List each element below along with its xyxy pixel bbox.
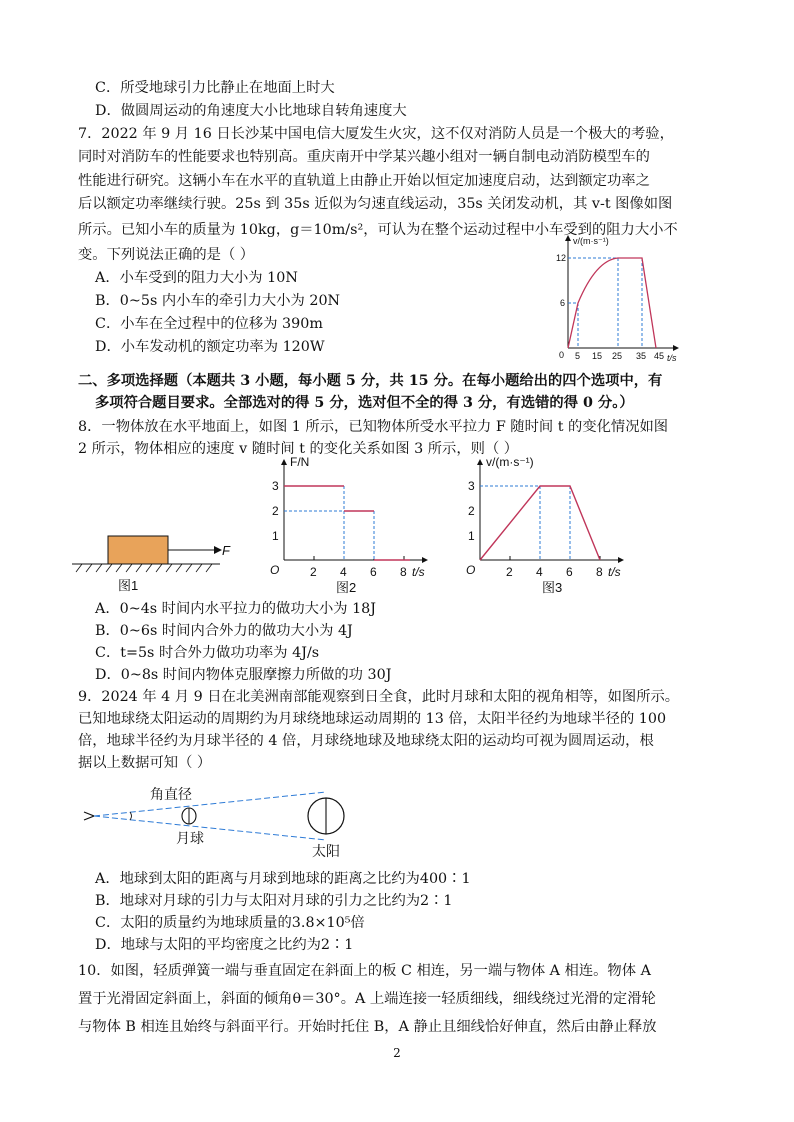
x-tick: 15 bbox=[592, 351, 603, 361]
x-tick: 2 bbox=[310, 565, 317, 579]
x-tick: 4 bbox=[536, 565, 543, 579]
y-tick: 3 bbox=[272, 479, 279, 493]
q9-stem-3: 倍，地球半径约为月球半径的 4 倍，月球绕地球及地球绕太阳的运动均可视为圆周运动，根 bbox=[78, 733, 654, 749]
x-tick: 4 bbox=[340, 565, 347, 579]
q8-stem-2: 2 所示，物体相应的速度 v 随时间 t 的变化关系如图 3 所示，则（ ） bbox=[78, 441, 519, 457]
x-label: t/s bbox=[667, 353, 677, 363]
section2-header-2: 多项符合题目要求。全部选对的得 5 分，选对但不全的得 3 分，有选错的得 0 分。） bbox=[95, 395, 634, 411]
caption: 图2 bbox=[336, 580, 357, 595]
x-tick: 35 bbox=[636, 351, 647, 361]
q8-stem-1: 8．一物体放在水平地面上，如图 1 所示，已知物体所受水平拉力 F 随时间 t 的变化情况如图 bbox=[78, 419, 669, 435]
angle-label: 角直径 bbox=[150, 786, 192, 802]
caption: 图1 bbox=[118, 578, 139, 593]
origin: O bbox=[466, 563, 476, 577]
y-label: v/(m·s⁻¹) bbox=[573, 236, 609, 246]
q8-figure-1 bbox=[70, 528, 250, 598]
q9-stem-2: 已知地球绕太阳运动的周期约为月球绕地球运动周期的 13 倍，太阳半径约为地球半径的 100 bbox=[78, 711, 667, 727]
force-label: F bbox=[222, 543, 230, 558]
q7-option-a: A．小车受到的阻力大小为 10N bbox=[95, 270, 298, 286]
y-tick: 3 bbox=[468, 479, 475, 493]
q8-figure-2-F-t bbox=[262, 452, 442, 596]
q7-option-d: D．小车发动机的额定功率为 120W bbox=[95, 339, 325, 355]
q7-option-c: C．小车在全过程中的位移为 390m bbox=[95, 316, 323, 332]
section2-header-1: 二、多项选择题（本题共 3 小题，每小题 5 分，共 15 分。在每小题给出的四个选项中，有 bbox=[78, 373, 663, 389]
page-number: 2 bbox=[393, 1046, 401, 1060]
q8-option-c: C．t=5s 时合外力做功功率为 4J/s bbox=[95, 645, 320, 661]
x-tick: 6 bbox=[566, 565, 573, 579]
y-tick: 12 bbox=[556, 253, 567, 263]
y-tick: 1 bbox=[468, 529, 475, 543]
x-tick: 45 bbox=[654, 351, 665, 361]
q7-stem-6: 变。下列说法正确的是（ ） bbox=[78, 247, 255, 263]
y-tick: 6 bbox=[560, 298, 566, 308]
y-label: F/N bbox=[290, 455, 310, 469]
q9-option-d: D．地球与太阳的平均密度之比约为2∶1 bbox=[95, 937, 354, 953]
q8-option-d: D．0~8s 时间内物体克服摩擦力所做的功 30J bbox=[95, 667, 392, 683]
q10-stem-2: 置于光滑固定斜面上，斜面的倾角θ＝30°。A 上端连接一轻质细线，细线绕过光滑的定滑轮 bbox=[78, 991, 656, 1007]
caption: 图3 bbox=[542, 580, 563, 595]
vt-curve bbox=[568, 258, 656, 348]
x-tick: 25 bbox=[612, 351, 623, 361]
q9-option-a: A．地球到太阳的距离与月球到地球的距离之比约为400∶1 bbox=[95, 871, 471, 887]
x-tick: 2 bbox=[506, 565, 513, 579]
y-label: v/(m·s⁻¹) bbox=[486, 455, 534, 469]
q9-stem-1: 9．2024 年 4 月 9 日在北美洲南部能观察到日全食，此时月球和太阳的视角相等，如图所示。 bbox=[78, 689, 680, 705]
q7-stem-3: 性能进行研究。这辆小车在水平的直轨道上由静止开始以恒定加速度启动，达到额定功率之 bbox=[78, 173, 650, 189]
q8-option-b: B．0~6s 时间内合外力的做功大小为 4J bbox=[95, 623, 353, 639]
q9-option-c: C．太阳的质量约为地球质量的3.8×10⁵倍 bbox=[95, 915, 365, 931]
q10-stem-3: 与物体 B 相连且始终与斜面平行。开始时托住 B，A 静止且细线恰好伸直，然后由静止释放 bbox=[78, 1019, 657, 1035]
y-tick: 2 bbox=[272, 504, 279, 518]
q9-stem-4: 据以上数据可知（ ） bbox=[78, 755, 212, 771]
origin: 0 bbox=[559, 350, 565, 360]
x-tick: 8 bbox=[596, 565, 603, 579]
x-tick: 6 bbox=[370, 565, 377, 579]
q6-option-d: D．做圆周运动的角速度大小比地球自转角速度大 bbox=[95, 103, 407, 119]
q10-stem-1: 10．如图，轻质弹簧一端与垂直固定在斜面上的板 C 相连，另一端与物体 A 相连。物体 A bbox=[78, 963, 651, 979]
q7-stem-2: 同时对消防车的性能要求也特别高。重庆南开中学某兴趣小组对一辆自制电动消防模型车的 bbox=[78, 149, 650, 165]
moon-label: 月球 bbox=[176, 830, 204, 846]
q7-stem-1: 7．2022 年 9 月 16 日长沙某中国电信大厦发生火灾，这不仅对消防人员是一个极大的考验， bbox=[78, 126, 674, 142]
q7-option-b: B．0~5s 内小车的牵引力大小为 20N bbox=[95, 293, 341, 309]
eye-icon bbox=[84, 812, 94, 820]
q9-eclipse-diagram bbox=[72, 780, 372, 864]
x-tick: 8 bbox=[400, 565, 407, 579]
origin: O bbox=[270, 563, 280, 577]
x-label: t/s bbox=[412, 565, 425, 579]
q7-stem-5: 所示。已知小车的质量为 10kg，g＝10m/s²，可认为在整个运动过程中小车受到的阻力大小不 bbox=[78, 222, 678, 238]
block bbox=[108, 536, 168, 564]
sun-label: 太阳 bbox=[312, 843, 340, 859]
q7-vt-graph bbox=[548, 230, 688, 364]
x-label: t/s bbox=[608, 565, 621, 579]
q8-figure-3-v-t bbox=[458, 452, 638, 596]
x-tick: 5 bbox=[575, 351, 581, 361]
y-tick: 1 bbox=[272, 529, 279, 543]
q8-option-a: A．0~4s 时间内水平拉力的做功大小为 18J bbox=[95, 601, 377, 617]
q9-option-b: B．地球对月球的引力与太阳对月球的引力之比约为2∶1 bbox=[95, 893, 453, 909]
q6-option-c: C．所受地球引力比静止在地面上时大 bbox=[95, 80, 335, 96]
q7-stem-4: 后以额定功率继续行驶。25s 到 35s 近似为匀速直线运动，35s 关闭发动机，其 v-t 图像如图 bbox=[78, 196, 673, 212]
y-tick: 2 bbox=[468, 504, 475, 518]
